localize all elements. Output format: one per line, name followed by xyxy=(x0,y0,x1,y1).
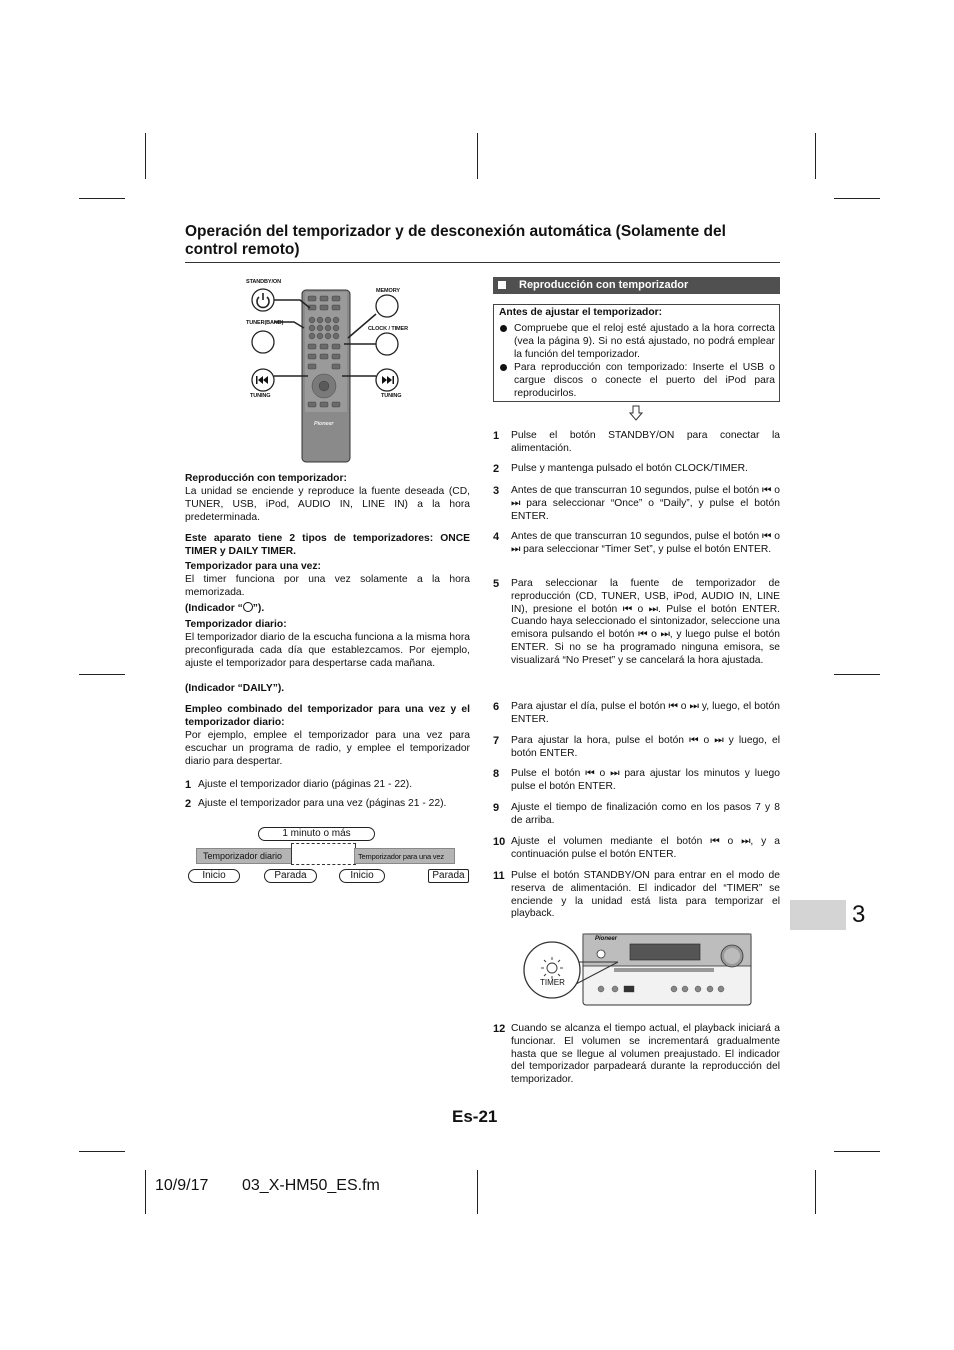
bullet-icon xyxy=(500,364,507,371)
remote-label-clock: CLOCK / TIMER xyxy=(368,326,408,332)
page-number: Es-21 xyxy=(452,1107,498,1126)
right-step xyxy=(493,701,780,727)
remote-label-memory: MEMORY xyxy=(376,288,400,294)
once-indicator-pre: (Indicador “ xyxy=(185,603,243,614)
step-text: Pulse el botón ⏮ o ⏭ para ajustar los minutos y luego pulse el botón ENTER. xyxy=(511,768,780,792)
remote-drawing xyxy=(244,278,414,463)
title-rule xyxy=(185,262,780,263)
unit-illustration xyxy=(522,932,754,1007)
right-step xyxy=(493,531,780,570)
crop-mark xyxy=(79,674,125,675)
minute-connector xyxy=(324,840,332,841)
remote-label-tuner: TUNER(BAND) xyxy=(246,320,284,326)
step-text: Ajuste el volumen mediante el botón ⏮ o ⏭, y a continuación pulse el botón ENTER. xyxy=(511,836,780,860)
step-text: Antes de que transcurran 10 segundos, pulse el botón ⏮ o ⏭ para seleccionar “Once” o “Daily”, y pulse el botón ENTER. xyxy=(511,485,780,522)
step-number: 5 xyxy=(493,578,500,590)
crop-mark xyxy=(79,1151,125,1152)
step-text: Pulse y mantenga pulsado el botón CLOCK/TIMER. xyxy=(511,463,748,474)
page-title: Operación del temporizador y de desconexión automática (Solamente del control remoto) xyxy=(185,223,726,258)
crop-mark xyxy=(477,133,478,179)
step-text: Para seleccionar la fuente de temporizador de reproducción (CD, TUNER, USB, iPod, AUDIO IN, LINE IN), presione el botón ⏮ o ⏭. Pulse el botón ENTER. Cuando haya seleccionado el sintonizador, seleccione una emisora pulsando el botón ⏮ o ⏭, y luego pulse el botón ENTER. Si no se ha programado ninguna emisora, se visualizará “No Preset” y se cancelará la hora ajustada. xyxy=(511,578,780,666)
crop-mark xyxy=(815,1170,816,1214)
step-number: 8 xyxy=(493,768,500,780)
step-number: 7 xyxy=(493,735,500,747)
right-step xyxy=(493,1023,780,1087)
crop-mark xyxy=(145,1170,146,1214)
unit-brand-logo: Pioneer xyxy=(595,936,618,942)
playback-body: La unidad se enciende y reproduce la fuente deseada (CD, TUNER, USB, iPod, AUDIO IN, LINE IN) a la hora predeterminada. xyxy=(185,486,470,523)
step-number: 10 xyxy=(493,836,506,848)
step-text: Ajuste el tiempo de finalización como en los pasos 7 y 8 de arriba. xyxy=(511,802,780,826)
daily-timer-label: Temporizador diario xyxy=(203,851,283,861)
crop-mark xyxy=(477,1170,478,1214)
step-number: 11 xyxy=(493,870,505,882)
section-title: Reproducción con temporizador xyxy=(519,279,689,291)
once-indicator xyxy=(185,602,470,616)
before-item: Para reproducción con temporizado: Inserte el USB o cargue discos o conecte el puerto del iPod para reproducirlos. xyxy=(514,362,775,399)
daily-heading: Temporizador diario: xyxy=(185,619,287,630)
two-timers-note: Este aparato tiene 2 tipos de temporizadores: ONCE TIMER y DAILY TIMER. xyxy=(185,533,470,557)
playback-heading: Reproducción con temporizador: xyxy=(185,473,347,484)
step-number: 9 xyxy=(493,802,500,814)
crop-mark xyxy=(834,1151,880,1152)
step-number: 3 xyxy=(493,485,500,497)
left-step xyxy=(185,779,470,792)
clock-icon xyxy=(243,602,253,612)
right-step xyxy=(493,802,780,828)
right-step xyxy=(493,870,780,922)
right-step xyxy=(493,485,780,524)
remote-label-tuning-right: TUNING xyxy=(381,393,402,399)
step-text: Para ajustar el día, pulse el botón ⏮ o ⏭ y, luego, el botón ENTER. xyxy=(511,701,780,725)
stop-label: Parada xyxy=(264,869,317,883)
crop-mark xyxy=(834,674,880,675)
once-indicator-post: ”). xyxy=(252,603,265,614)
remote-illustration xyxy=(244,278,414,463)
once-timer-label: Temporizador para una vez xyxy=(358,852,444,861)
combo-heading: Empleo combinado del temporizador para una vez y el temporizador diario: xyxy=(185,704,470,728)
step-number: 1 xyxy=(185,779,192,791)
step-text: Pulse el botón STANDBY/ON para entrar en el modo de reserva de alimentación. El indicador del “TIMER” se enciende y la unidad está lista para temporizar el playback. xyxy=(511,870,780,920)
right-step xyxy=(493,735,780,761)
right-step xyxy=(493,463,780,476)
once-body: El timer funciona por una vez solamente a la hora memorizada. xyxy=(185,574,470,598)
unit-drawing xyxy=(522,932,754,1007)
chapter-number: 3 xyxy=(852,901,866,928)
before-setting-box xyxy=(493,304,780,402)
combo-body: Por ejemplo, emplee el temporizador para una vez para escuchar un programa de radio, y emplee el temporizador diario para despertar. xyxy=(185,730,470,767)
step-text: Cuando se alcanza el tiempo actual, el playback iniciará a funcionar. El volumen se incrementará gradualmente hasta que se llegue al volumen preajustado. El indicador del temporizador parpadeará durante la reproducción del temporizador. xyxy=(511,1023,780,1086)
start-label: Inicio xyxy=(339,869,385,883)
step-number: 2 xyxy=(185,798,192,810)
crop-mark xyxy=(815,133,816,179)
step-text: Ajuste el temporizador diario (páginas 21 - 22). xyxy=(198,779,413,790)
step-number: 2 xyxy=(493,463,500,475)
section-header xyxy=(493,277,780,294)
step-text: Pulse el botón STANDBY/ON para conectar la alimentación. xyxy=(511,430,780,454)
right-step xyxy=(493,836,780,862)
once-timer-bar xyxy=(354,848,455,864)
timer-indicator-label: TIMER xyxy=(540,978,565,987)
step-text: Ajuste el temporizador para una vez (páginas 21 - 22). xyxy=(198,798,447,809)
before-heading: Antes de ajustar el temporizador: xyxy=(499,307,663,318)
remote-brand-logo: Pioneer xyxy=(314,421,334,427)
right-step xyxy=(493,430,780,456)
left-step xyxy=(185,798,470,811)
right-step xyxy=(493,578,780,694)
start-label: Inicio xyxy=(188,869,240,883)
crop-mark xyxy=(79,198,125,199)
gap-box xyxy=(291,843,356,865)
minute-label: 1 minuto o más xyxy=(258,827,375,841)
before-item: Compruebe que el reloj esté ajustado a la hora correcta (vea la página 9). Si no está ajustado, no podrá emplear la función del temporizador. xyxy=(514,323,775,360)
daily-indicator: (Indicador “DAILY”). xyxy=(185,683,285,694)
step-number: 12 xyxy=(493,1023,506,1035)
crop-mark xyxy=(834,198,880,199)
once-heading: Temporizador para una vez: xyxy=(185,561,321,572)
square-bullet-icon xyxy=(498,281,506,289)
bullet-icon xyxy=(500,325,507,332)
footer-date: 10/9/17 xyxy=(155,1177,209,1194)
daily-body: El temporizador diario de la escucha funciona a la misma hora preconfigurada cada día que establezcamos. Por ejemplo, ajuste el temporizador para despertarse cada mañana. xyxy=(185,632,470,669)
daily-timer-bar xyxy=(196,848,292,864)
stop-label: Parada xyxy=(428,869,469,883)
crop-mark xyxy=(145,133,146,179)
remote-label-tuning-left: TUNING xyxy=(250,393,271,399)
step-number: 6 xyxy=(493,701,500,713)
step-text: Antes de que transcurran 10 segundos, pulse el botón ⏮ o ⏭ para seleccionar “Timer Set”, y pulse el botón ENTER. xyxy=(511,531,780,555)
chapter-tab xyxy=(790,900,846,930)
footer-file: 03_X-HM50_ES.fm xyxy=(242,1177,380,1194)
down-arrow-icon xyxy=(629,405,643,421)
step-text: Para ajustar la hora, pulse el botón ⏮ o ⏭ y luego, el botón ENTER. xyxy=(511,735,780,759)
step-number: 4 xyxy=(493,531,500,543)
right-step xyxy=(493,768,780,794)
remote-label-standby: STANDBY/ON xyxy=(246,279,281,285)
step-number: 1 xyxy=(493,430,500,442)
